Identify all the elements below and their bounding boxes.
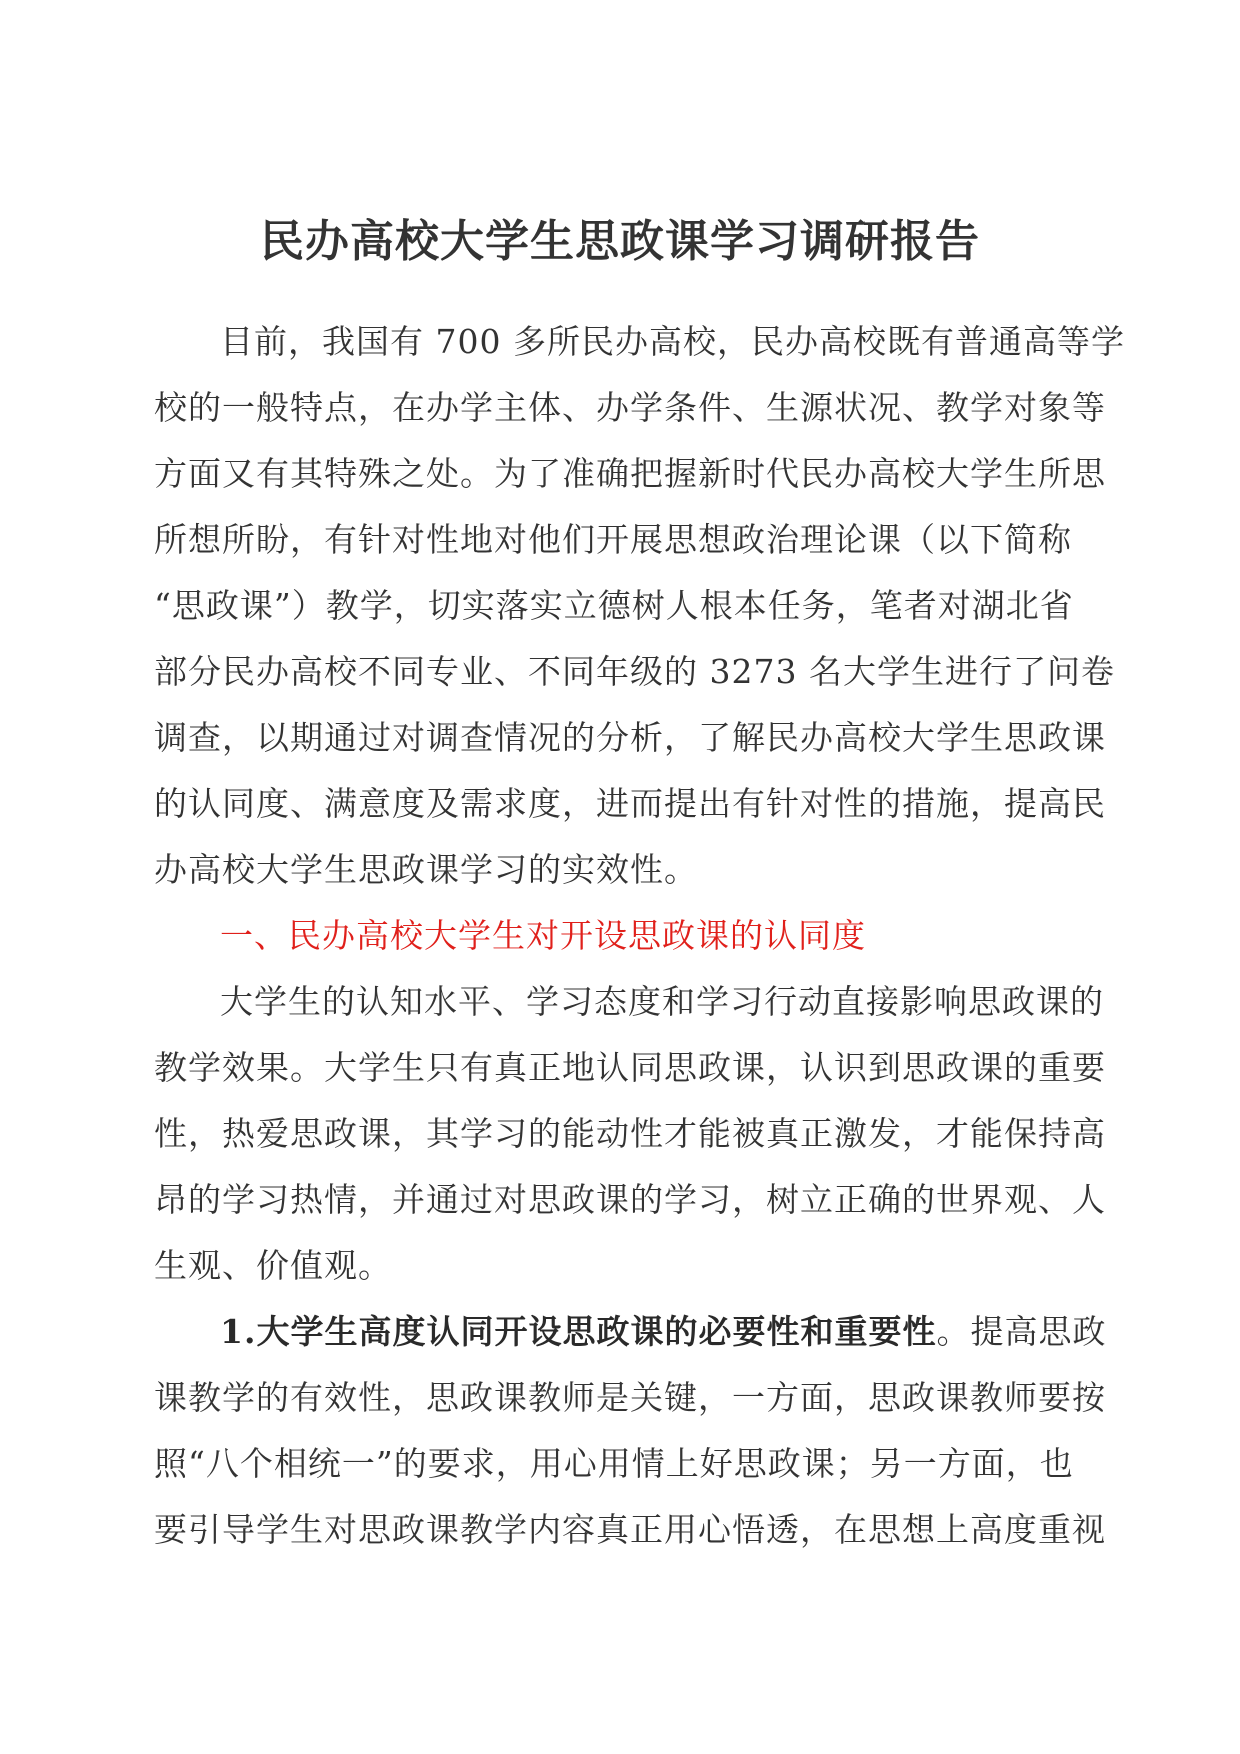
paragraph-line: “思政课”）教学，切实落实立德树人根本任务，笔者对湖北省	[154, 586, 1074, 625]
paragraph-line: 性，热爱思政课，其学习的能动性才能被真正激发，才能保持高	[154, 1114, 1106, 1153]
paragraph-line: 大学生的认知水平、学习态度和学习行动直接影响思政课的	[220, 982, 1104, 1021]
section-heading: 一、民办高校大学生对开设思政课的认同度	[220, 916, 866, 955]
paragraph-line: 部分民办高校不同专业、不同年级的 3273 名大学生进行了问卷	[154, 652, 1115, 691]
paragraph-line: 调查，以期通过对调查情况的分析，了解民办高校大学生思政课	[154, 718, 1106, 757]
point-paragraph-first-line	[220, 1308, 1106, 1356]
paragraph-line: 目前，我国有 700 多所民办高校，民办高校既有普通高等学	[220, 322, 1125, 361]
paragraph-line: 的认同度、满意度及需求度，进而提出有针对性的措施，提高民	[154, 784, 1106, 823]
document-title: 民办高校大学生思政课学习调研报告	[260, 216, 980, 267]
paragraph-line: 教学效果。大学生只有真正地认同思政课，认识到思政课的重要	[154, 1048, 1106, 1087]
paragraph-line: 照“八个相统一”的要求，用心用情上好思政课；另一方面，也	[154, 1444, 1074, 1483]
paragraph-line: 要引导学生对思政课教学内容真正用心悟透，在思想上高度重视	[154, 1510, 1106, 1549]
paragraph-line: 方面又有其特殊之处。为了准确把握新时代民办高校大学生所思	[154, 454, 1106, 493]
paragraph-line: 校的一般特点，在办学主体、办学条件、生源状况、教学对象等	[154, 388, 1106, 427]
paragraph-line: 生观、价值观。	[154, 1246, 392, 1285]
paragraph-line: 办高校大学生思政课学习的实效性。	[154, 850, 698, 889]
paragraph-line: 课教学的有效性，思政课教师是关键，一方面，思政课教师要按	[154, 1378, 1106, 1417]
paragraph-line: 昂的学习热情，并通过对思政课的学习，树立正确的世界观、人	[154, 1180, 1106, 1219]
paragraph-line: 所想所盼，有针对性地对他们开展思想政治理论课（以下简称	[154, 520, 1072, 559]
point-rest-text: 。提高思政	[936, 1312, 1107, 1351]
point-bold-lead: 1.大学生高度认同开设思政课的必要性和重要性	[220, 1312, 937, 1351]
